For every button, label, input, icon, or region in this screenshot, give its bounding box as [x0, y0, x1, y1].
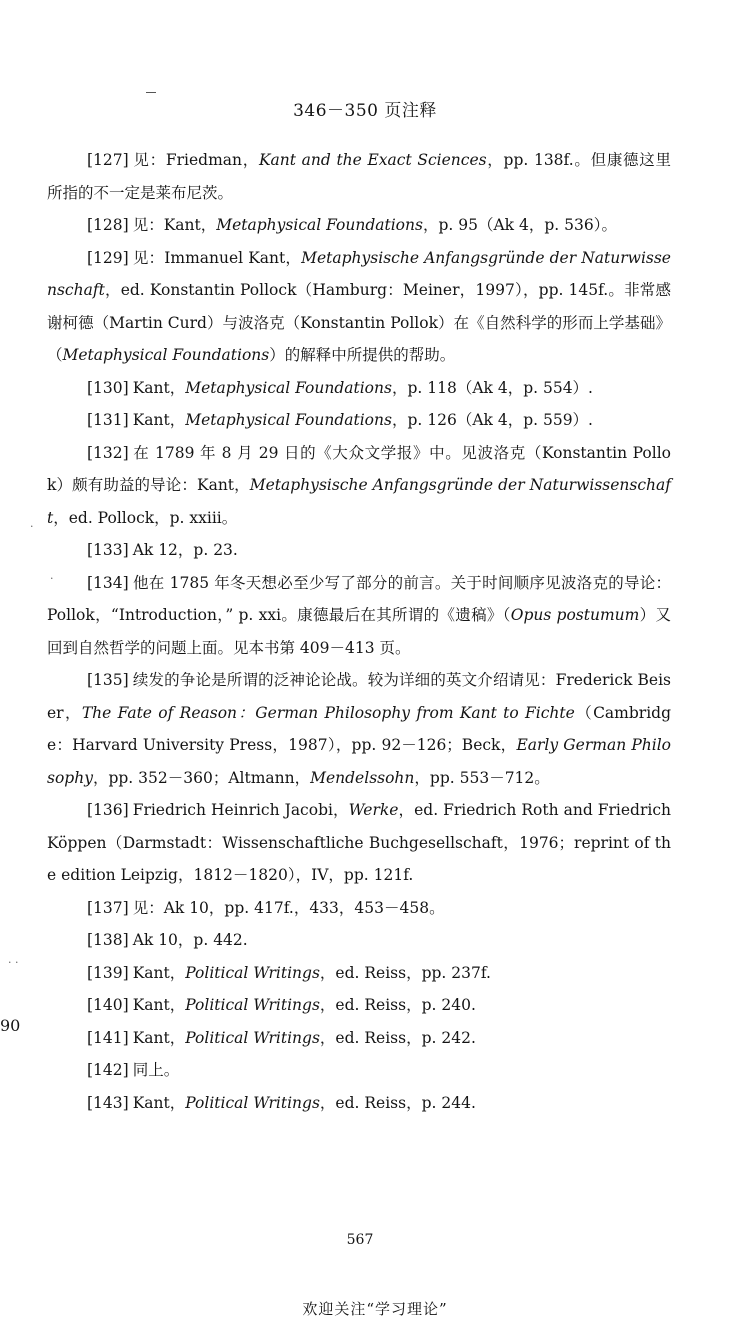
endnote-italic-title: Political Writings [185, 1028, 320, 1047]
margin-number: 90 [0, 1016, 21, 1035]
endnote-number: [128] [87, 216, 129, 234]
header-dash-mark [146, 92, 156, 93]
endnote-text: ）又回到自然哲学的问题上面。见本书第 409－413 页。 [47, 606, 671, 657]
endnote-italic-title: Opus postumum [510, 606, 640, 624]
endnote-number: [139] [87, 963, 129, 982]
endnote [47, 892, 671, 925]
endnote-number: [143] [87, 1093, 129, 1112]
endnote [47, 794, 671, 892]
endnote-text: ，ed. Reiss，p. 244. [319, 1093, 476, 1112]
endnote-text: ，ed. Friedrich Roth and Friedrich Köppen（Darmstadt：Wissenschaftliche Buchgesellschaft，1976；reprint of the edition Leipzig，1812－1820），IV，pp. 121f. [47, 801, 671, 884]
endnote [47, 924, 671, 957]
endnote-text: 他在 1785 年冬天想必至少写了部分的前言。关于时间顺序见波洛克的导论：Pollok，“Introduction，” p. xxi。康德最后在其所谓的《遗稿》（ [47, 573, 671, 624]
endnote-number: [133] [87, 541, 129, 559]
endnote-number: [135] [87, 671, 129, 689]
endnote-text: Kant， [132, 963, 186, 982]
endnote-italic-title: Metaphysical Foundations [185, 411, 392, 429]
endnote-number: [130] [87, 378, 129, 397]
endnote-text: Kant， [132, 996, 186, 1014]
margin-speck: · [50, 572, 54, 585]
endnote-italic-title: Werke [348, 801, 399, 819]
endnote-italic-title: Early German Philosophy [47, 736, 671, 787]
endnote-number: [132] [87, 443, 129, 462]
footer-caption: 欢迎关注“学习理论” [302, 1300, 448, 1318]
endnote-text: ，pp. 138f.。但康德这里所指的不一定是莱布尼茨。 [47, 151, 672, 202]
endnote [47, 567, 671, 665]
endnote-text: Ak 10，p. 442. [132, 931, 248, 949]
endnote [47, 437, 671, 535]
endnote-text: 见：Friedman， [132, 151, 259, 169]
endnote-text: ，ed. Reiss，p. 240. [319, 996, 476, 1014]
endnote-text: Kant， [132, 1093, 186, 1112]
endnote-number: [131] [87, 411, 129, 429]
endnote-italic-title: Mendelssohn [310, 768, 415, 787]
endnote-text: 见：Immanuel Kant， [132, 248, 302, 267]
endnote-text: Kant， [132, 378, 186, 397]
endnote-number: [138] [87, 931, 129, 949]
endnote-italic-title: Metaphysische Anfangsgründe der Naturwissenschaft [47, 476, 671, 527]
endnote-text: Friedrich Heinrich Jacobi， [132, 801, 349, 819]
endnote [47, 957, 671, 990]
endnote-number: [129] [87, 248, 129, 267]
endnote-italic-title: Political Writings [185, 1093, 320, 1112]
endnote-text: 同上。 [132, 1061, 180, 1079]
endnote-number: [137] [87, 898, 129, 917]
endnote [47, 534, 671, 567]
endnote-text: ，ed. Pollock，p. xxiii。 [53, 508, 238, 527]
endnote-italic-title: Political Writings [185, 963, 320, 982]
endnote-text: 续发的争论是所谓的泛神论论战。较为详细的英文介绍请见：Frederick Beiser， [47, 671, 671, 722]
endnote-italic-title: Metaphysical Foundations [62, 346, 270, 364]
endnotes-list [47, 144, 671, 1119]
endnote-text: ，pp. 352－360；Altmann， [92, 768, 311, 787]
endnote-italic-title: Political Writings [185, 996, 320, 1014]
endnote-italic-title: The Fate of Reason：German Philosophy from Kant to Fichte [81, 703, 575, 722]
endnote-number: [141] [87, 1028, 129, 1047]
endnote-text: ，p. 118（Ak 4，p. 554）. [391, 378, 593, 397]
endnote [47, 209, 671, 242]
endnote [47, 404, 671, 437]
endnote-text: Kant， [132, 1028, 186, 1047]
endnote [47, 664, 671, 794]
endnote-italic-title: Kant and the Exact Sciences [258, 151, 487, 169]
endnote [47, 1022, 671, 1055]
endnote [47, 1054, 671, 1087]
endnote [47, 1087, 671, 1120]
endnote-number: [127] [87, 151, 129, 169]
endnote [47, 372, 671, 405]
endnote-number: [142] [87, 1061, 129, 1079]
endnote-text: ，pp. 553－712。 [414, 768, 550, 787]
endnote [47, 144, 671, 209]
endnote-text: 见：Ak 10，pp. 417f.，433，453－458。 [132, 898, 445, 917]
endnote-text: 见：Kant， [132, 216, 217, 234]
endnote-italic-title: Metaphysical Foundations [216, 216, 423, 234]
endnote-text: Kant， [132, 411, 186, 429]
endnote-number: [136] [87, 801, 129, 819]
endnote-text: （Cambridge：Harvard University Press，1987），pp. 92－126；Beck， [47, 703, 671, 754]
page-number: 567 [346, 1232, 374, 1248]
endnote-text: ，ed. Konstantin Pollock（Hamburg：Meiner，1997），pp. 145f.。非常感谢柯德（Martin Curd）与波洛克（Konstantin Pollok）在《自然科学的形而上学基础》（ [47, 281, 671, 364]
endnote-text: ，ed. Reiss，pp. 237f. [319, 963, 491, 982]
margin-speck: · [30, 520, 34, 533]
endnote-text: ）的解释中所提供的帮助。 [269, 346, 456, 364]
endnote [47, 989, 671, 1022]
endnote-number: [134] [87, 573, 129, 592]
endnote-italic-title: Metaphysische Anfangsgründe der Naturwissenschaft [47, 248, 671, 299]
endnote-number: [140] [87, 996, 129, 1014]
margin-speck: · · [8, 956, 19, 969]
endnote [47, 242, 671, 372]
endnote-text: ，p. 126（Ak 4，p. 559）. [391, 411, 593, 429]
page-header-title: 346－350 页注释 [293, 101, 437, 121]
endnote-text: ，ed. Reiss，p. 242. [319, 1028, 476, 1047]
endnote-text: ，p. 95（Ak 4，p. 536）。 [422, 216, 617, 234]
endnote-text: 在 1789 年 8 月 29 日的《大众文学报》中。见波洛克（Konstantin Pollok）颇有助益的导论：Kant， [47, 443, 671, 494]
endnote-italic-title: Metaphysical Foundations [185, 378, 392, 397]
endnote-text: Ak 12，p. 23. [132, 541, 238, 559]
